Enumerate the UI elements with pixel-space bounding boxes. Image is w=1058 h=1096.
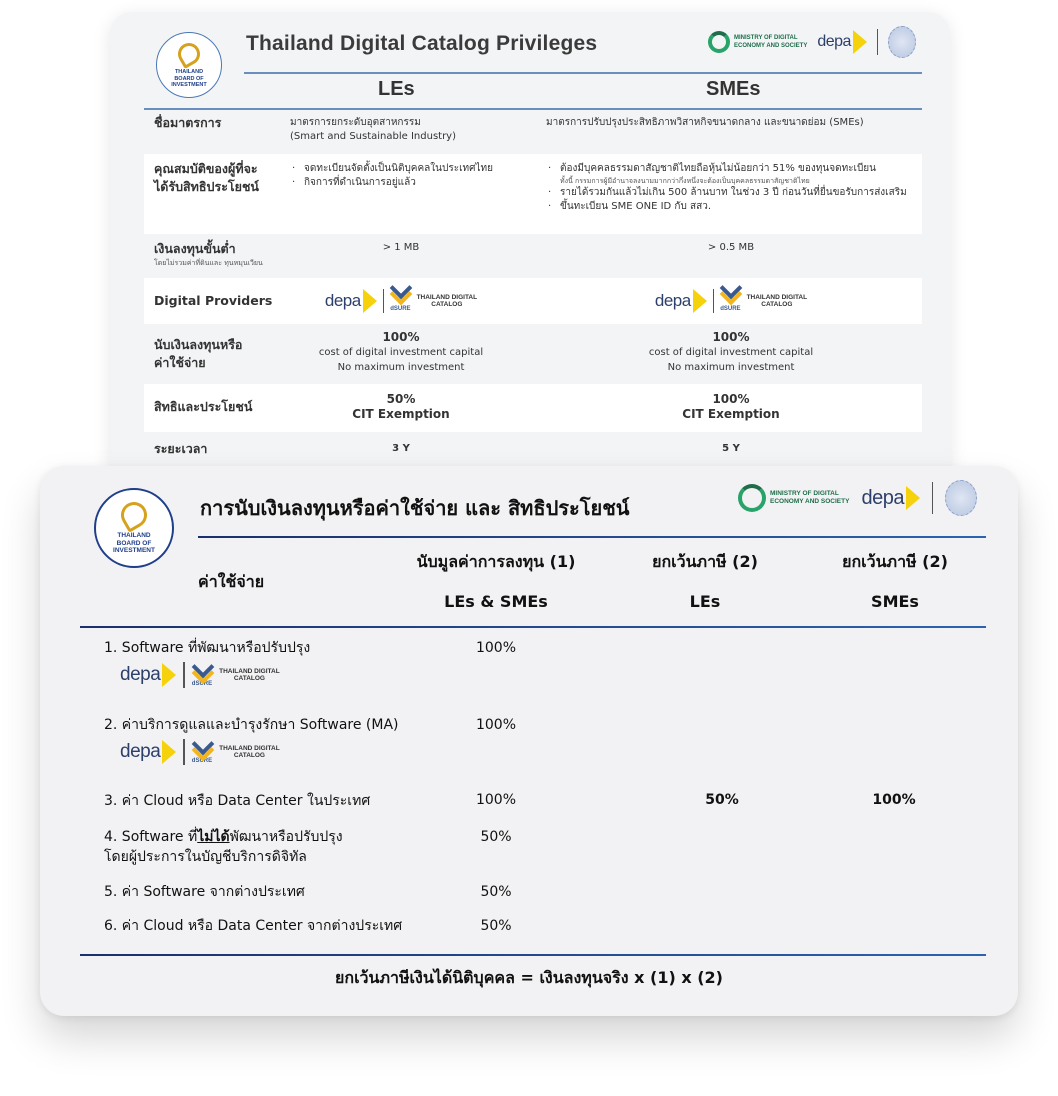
smes-counting-note: No maximum investment: [667, 362, 795, 373]
les-counting-desc: cost of digital investment capital: [318, 347, 484, 358]
depa-logo: [325, 289, 377, 313]
mdes-mark-icon: [708, 31, 730, 53]
les-counting-pct: 100%: [382, 330, 420, 344]
les-counting: [290, 330, 512, 375]
column-header-les: LEs: [378, 78, 415, 100]
smes-benefits: [620, 392, 842, 422]
les-period: 3 Y: [392, 443, 410, 454]
boi-text-2: BOARD OF: [174, 75, 204, 82]
row-label-text: เงินลงทุนขั้นต่ำ: [154, 241, 236, 256]
smes-min-investment: > 0.5 MB: [707, 242, 755, 253]
row-label: [104, 827, 343, 867]
logo-divider: [383, 289, 385, 313]
mdes-text-2: ECONOMY AND SOCIETY: [734, 43, 808, 49]
dsure-text: dSURE: [191, 758, 213, 764]
row-investment-counting: [144, 324, 922, 384]
mdes-text-2: ECONOMY AND SOCIETY: [770, 498, 850, 505]
dsure-chevron-icon: [193, 663, 211, 681]
row-label: 6. ค่า Cloud หรือ Data Center จากต่างประเทศ: [104, 918, 403, 934]
title-divider: [198, 536, 986, 538]
column-header-smes: SMEs: [706, 78, 761, 100]
smes-counting: [620, 330, 842, 375]
mdes-logo: [708, 31, 807, 53]
row-label-line-2: โดยผู้ประการในบัญชีบริการดิจิทัล: [104, 849, 307, 865]
mdes-text-1: MINISTRY OF DIGITAL: [770, 490, 839, 497]
row-benefits: [144, 384, 922, 432]
row-count-value: 100%: [475, 792, 517, 808]
provider-logos: [120, 662, 280, 688]
depa-arrow-icon: [162, 740, 176, 764]
row-label-part-b: พัฒนาหรือปรับปรุง: [229, 829, 343, 845]
header-divider: [80, 626, 986, 628]
list-item: · จดทะเบียนจัดตั้งเป็นนิติบุคคลในประเทศไทย: [304, 162, 544, 176]
dsure-chevron-icon: [193, 740, 211, 758]
row-label-line-1: นับเงินลงทุนหรือ: [154, 337, 243, 352]
privileges-card: [110, 12, 950, 482]
mdes-text-1: MINISTRY OF DIGITAL: [734, 35, 798, 41]
smes-counting-pct: 100%: [712, 330, 750, 344]
partner-logos: [738, 480, 977, 516]
row-measure-name: [144, 110, 922, 154]
row-label: ชื่อมาตรการ: [154, 115, 222, 130]
ministry-seal-icon: [888, 26, 916, 58]
boi-text-3: INVESTMENT: [113, 547, 155, 554]
title-divider: [244, 72, 922, 74]
depa-logo: [861, 486, 920, 510]
smes-period: 5 Y: [722, 443, 740, 454]
boi-text-3: INVESTMENT: [171, 82, 207, 88]
depa-arrow-icon: [162, 663, 176, 687]
tax-formula: ยกเว้นภาษีเงินได้นิติบุคคล = เงินลงทุนจริง x (1) x (2): [335, 968, 723, 987]
logo-divider: [877, 29, 879, 55]
tdc-logo: [219, 745, 280, 759]
footer-divider: [80, 954, 986, 956]
row-label: [154, 336, 242, 372]
row-label: สิทธิและประโยชน์: [154, 399, 253, 414]
provider-logos: [120, 739, 280, 765]
tdc-logo: [417, 294, 478, 308]
row-label: 1. Software ที่พัฒนาหรือปรับปรุง: [104, 640, 311, 656]
les-measure-line-2: (Smart and Sustainable Industry): [290, 131, 457, 142]
tdc-logo: [219, 668, 280, 682]
list-item-note: ทั้งนี้ กรรมการผู้มีอำนาจลงนามมากกว่ากึ่งหนึ่งจะต้องเป็นบุคคลธรรมดาสัญชาติไทย: [560, 177, 810, 185]
card-title: Thailand Digital Catalog Privileges: [246, 32, 598, 55]
dsure-chevron-icon: [721, 284, 739, 302]
row-label: [154, 160, 259, 196]
row-label-part-a: 4. Software ที่: [104, 829, 198, 845]
tdc-text-1: THAILAND DIGITAL: [416, 293, 478, 301]
boi-text-1: THAILAND: [174, 69, 204, 75]
header-tax-smes: ยกเว้นภาษี (2): [842, 552, 948, 571]
les-min-investment: > 1 MB: [382, 242, 420, 253]
tdc-text-2: CATALOG: [233, 752, 265, 759]
list-item: · รายได้รวมกันแล้วไม่เกิน 500 ล้านบาท ในช่วง 3 ปี ก่อนวันที่ยื่นขอรับการส่งเสริม: [560, 186, 940, 200]
row-label: Digital Providers: [154, 293, 273, 308]
row-label-line-2: ได้รับสิทธิประโยชน์: [154, 179, 259, 194]
row-count-value: 50%: [480, 884, 512, 900]
smes-provider-logos: [620, 284, 842, 317]
dsure-text: dSURE: [191, 681, 213, 687]
boi-emblem-icon: [116, 497, 152, 533]
tdc-text-2: CATALOG: [233, 675, 265, 682]
boi-logo: [156, 32, 222, 98]
header-count-value: นับมูลค่าการลงทุน (1): [416, 552, 576, 571]
row-label-emphasis: ไม่ได้: [197, 829, 230, 845]
header-tax-les-sub: LEs: [689, 592, 721, 611]
tdc-text-1: THAILAND DIGITAL: [219, 745, 280, 752]
dsure-logo: [720, 284, 740, 317]
depa-logo: [817, 30, 867, 54]
depa-text: depa: [861, 486, 904, 509]
depa-logo: [120, 740, 176, 764]
smes-measure: มาตรการปรับปรุงประสิทธิภาพวิสาหกิจขนาดกลาง และขนาดย่อม (SMEs): [546, 117, 864, 128]
les-qualification-list: [290, 162, 544, 190]
row-tax-les-value: 50%: [705, 792, 739, 808]
list-item: · ต้องมีบุคคลธรรมดาสัญชาติไทยถือหุ้นไม่น้อยกว่า 51% ของทุนจดทะเบียน: [560, 162, 940, 176]
ministry-seal-icon: [945, 480, 977, 516]
les-counting-note: No maximum investment: [337, 362, 465, 373]
row-count-value: 100%: [475, 717, 517, 733]
depa-text: depa: [817, 33, 851, 50]
row-count-value: 50%: [480, 918, 512, 934]
row-digital-providers: [144, 278, 922, 324]
dsure-logo: [192, 740, 212, 764]
dsure-text: dSURE: [720, 306, 741, 312]
row-min-investment: [144, 234, 922, 278]
depa-text: depa: [120, 664, 161, 685]
depa-arrow-icon: [693, 289, 707, 313]
boi-logo: [94, 488, 174, 568]
logo-divider: [713, 289, 715, 313]
boi-text-2: BOARD OF: [116, 539, 152, 547]
depa-arrow-icon: [906, 486, 920, 510]
smes-benefit-type: CIT Exemption: [682, 407, 780, 421]
logo-divider: [932, 482, 934, 514]
boi-emblem-icon: [174, 39, 204, 69]
les-measure-line-1: มาตรการยกระดับอุตสาหกรรม: [290, 117, 421, 128]
depa-text: depa: [120, 741, 161, 762]
mdes-logo: [738, 484, 849, 512]
list-item: · ขึ้นทะเบียน SME ONE ID กับ สสว.: [560, 200, 940, 214]
depa-arrow-icon: [363, 289, 377, 313]
dsure-logo: [192, 663, 212, 687]
tdc-text-1: THAILAND DIGITAL: [219, 668, 280, 675]
smes-benefit-pct: 100%: [712, 392, 750, 406]
dsure-text: dSURE: [390, 306, 411, 312]
row-label: [154, 240, 263, 268]
investment-counting-card: [40, 466, 1018, 1016]
les-benefit-type: CIT Exemption: [352, 407, 450, 421]
logo-divider: [183, 662, 185, 688]
tdc-text-2: CATALOG: [431, 300, 463, 308]
row-count-value: 50%: [480, 829, 512, 845]
dsure-chevron-icon: [391, 284, 409, 302]
header-tax-les: ยกเว้นภาษี (2): [652, 552, 758, 571]
row-label-line-1: คุณสมบัติของผู้ที่จะ: [154, 161, 258, 176]
tdc-logo: [747, 294, 808, 308]
tdc-text-1: THAILAND DIGITAL: [746, 293, 808, 301]
depa-text: depa: [654, 291, 691, 310]
row-tax-smes-value: 100%: [872, 792, 916, 808]
partner-logos: [708, 26, 916, 58]
depa-text: depa: [324, 291, 361, 310]
les-measure: [290, 116, 530, 144]
row-label: 2. ค่าบริการดูแลและบำรุงรักษา Software (MA): [104, 717, 399, 733]
les-provider-logos: [290, 284, 512, 317]
depa-logo: [120, 663, 176, 687]
row-qualification: [144, 154, 922, 234]
depa-arrow-icon: [853, 30, 867, 54]
smes-counting-desc: cost of digital investment capital: [648, 347, 814, 358]
card-title: การนับเงินลงทุนหรือค่าใช้จ่าย และ สิทธิประโยชน์: [200, 496, 630, 520]
depa-logo: [655, 289, 707, 313]
boi-text-1: THAILAND: [117, 532, 151, 539]
row-label-line-2: ค่าใช้จ่าย: [154, 355, 206, 370]
les-benefits: [290, 392, 512, 422]
tdc-text-2: CATALOG: [761, 300, 793, 308]
row-label: ระยะเวลา: [154, 441, 208, 456]
mdes-mark-icon: [738, 484, 766, 512]
header-count-value-sub: LEs & SMEs: [444, 592, 548, 611]
smes-qualification-list: [546, 162, 940, 214]
les-benefit-pct: 50%: [386, 392, 416, 406]
dsure-logo: [390, 284, 410, 317]
row-count-value: 100%: [475, 640, 517, 656]
row-label: 3. ค่า Cloud หรือ Data Center ในประเทศ: [104, 793, 371, 809]
header-tax-smes-sub: SMEs: [871, 592, 919, 611]
row-label: 5. ค่า Software จากต่างประเทศ: [104, 884, 305, 900]
row-sublabel: โดยไม่รวมค่าที่ดินและ ทุนหมุนเวียน: [154, 259, 263, 267]
logo-divider: [183, 739, 185, 765]
list-item: · กิจการที่ดำเนินการอยู่แล้ว: [304, 176, 544, 190]
header-expense: ค่าใช้จ่าย: [198, 572, 265, 591]
